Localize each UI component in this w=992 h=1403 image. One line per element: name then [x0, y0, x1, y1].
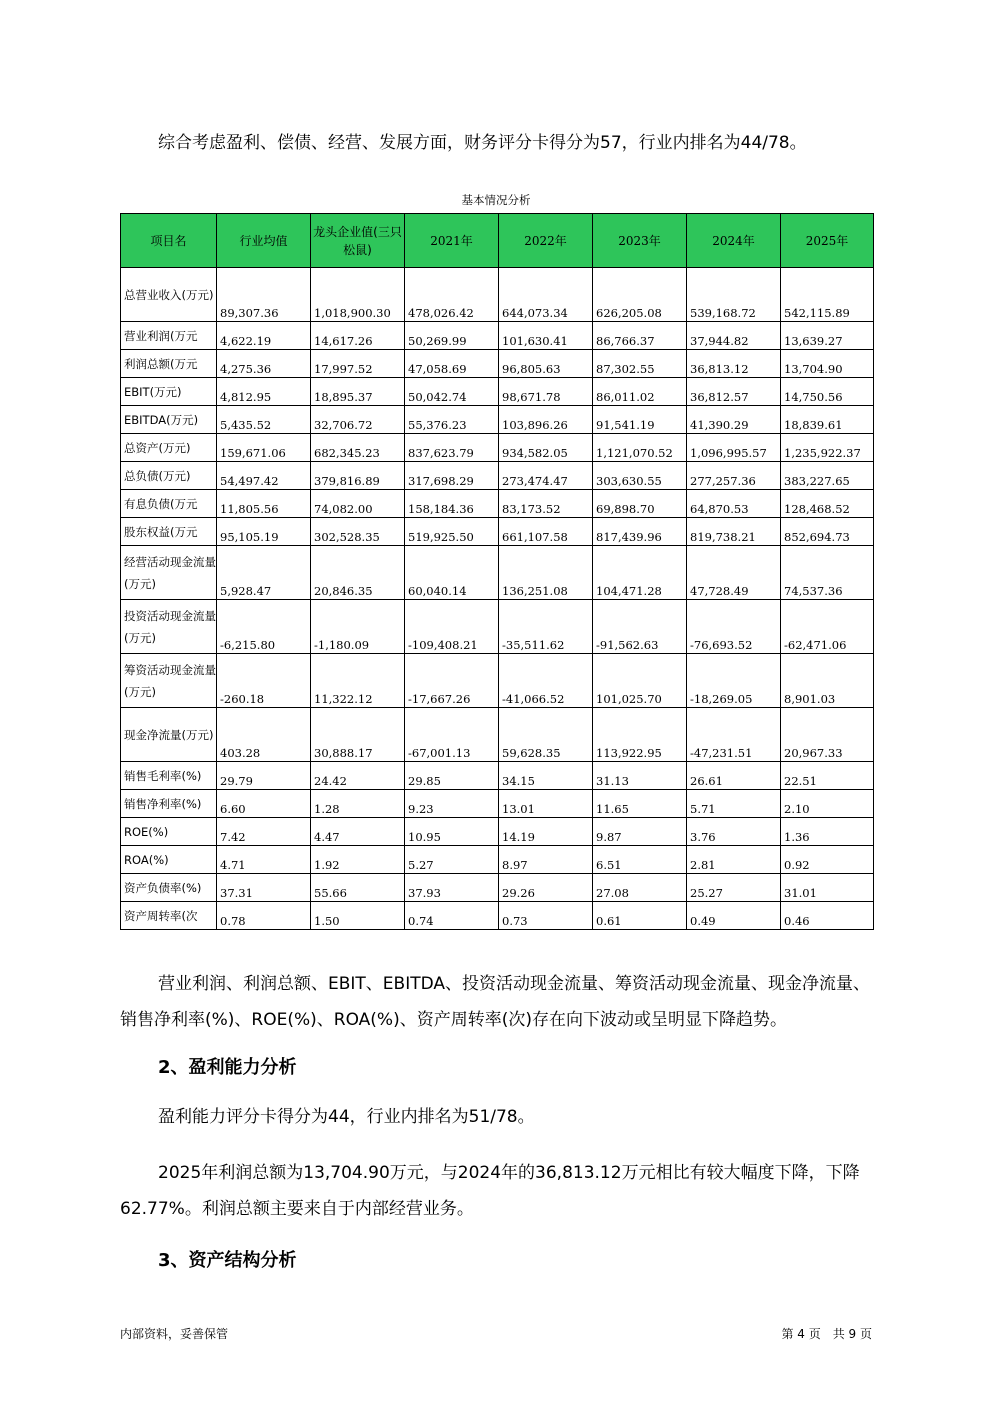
table-cell: 1.92 [311, 846, 405, 874]
table-cell: 379,816.89 [311, 462, 405, 490]
row-label: 投资活动现金流量(万元) [121, 600, 217, 654]
row-label: EBIT(万元) [121, 378, 217, 406]
table-row [121, 546, 874, 600]
row-label: ROE(%) [121, 818, 217, 846]
table-cell: 69,898.70 [593, 490, 687, 518]
table-header-row [121, 214, 874, 268]
table-cell: 10.95 [405, 818, 499, 846]
table-cell: 86,766.37 [593, 322, 687, 350]
table-cell: -41,066.52 [499, 654, 593, 708]
col-header-item: 项目名 [121, 214, 217, 268]
table-cell: 50,269.99 [405, 322, 499, 350]
table-cell: 4,275.36 [217, 350, 311, 378]
table-cell: -35,511.62 [499, 600, 593, 654]
table-cell: 34.15 [499, 762, 593, 790]
col-header-2023: 2023年 [593, 214, 687, 268]
table-cell: 55,376.23 [405, 406, 499, 434]
table-cell: 74,537.36 [781, 546, 874, 600]
table-row [121, 490, 874, 518]
table-cell: 478,026.42 [405, 268, 499, 322]
table-cell: 383,227.65 [781, 462, 874, 490]
row-label: 经营活动现金流量(万元) [121, 546, 217, 600]
table-cell: 4,622.19 [217, 322, 311, 350]
table-cell: -67,001.13 [405, 708, 499, 762]
table-cell: 682,345.23 [311, 434, 405, 462]
row-label: 销售净利率(%) [121, 790, 217, 818]
table-cell: 14,750.56 [781, 378, 874, 406]
row-label: 资产负债率(%) [121, 874, 217, 902]
table-cell: 47,728.49 [687, 546, 781, 600]
table-row [121, 654, 874, 708]
row-label: EBITDA(万元) [121, 406, 217, 434]
table-cell: 11.65 [593, 790, 687, 818]
table-cell: 1.28 [311, 790, 405, 818]
row-label: 销售毛利率(%) [121, 762, 217, 790]
table-cell: 13,639.27 [781, 322, 874, 350]
table-cell: 6.51 [593, 846, 687, 874]
table-cell: 817,439.96 [593, 518, 687, 546]
table-cell: 101,025.70 [593, 654, 687, 708]
table-cell: 83,173.52 [499, 490, 593, 518]
table-cell: 4.47 [311, 818, 405, 846]
row-label: 营业利润(万元 [121, 322, 217, 350]
table-cell: 55.66 [311, 874, 405, 902]
table-cell: 13.01 [499, 790, 593, 818]
table-cell: 91,541.19 [593, 406, 687, 434]
table-cell: 539,168.72 [687, 268, 781, 322]
profitability-score-paragraph: 盈利能力评分卡得分为44，行业内排名为51/78。 [158, 1107, 535, 1127]
table-cell: 128,468.52 [781, 490, 874, 518]
table-cell: 1.36 [781, 818, 874, 846]
table-cell: 9.23 [405, 790, 499, 818]
col-header-2024: 2024年 [687, 214, 781, 268]
table-cell: 661,107.58 [499, 518, 593, 546]
table-row [121, 600, 874, 654]
table-row [121, 846, 874, 874]
table-cell: 87,302.55 [593, 350, 687, 378]
table-row [121, 874, 874, 902]
table-cell: 4.71 [217, 846, 311, 874]
table-cell: 158,184.36 [405, 490, 499, 518]
row-label: 总资产(万元) [121, 434, 217, 462]
table-cell: 0.49 [687, 902, 781, 930]
table-cell: 542,115.89 [781, 268, 874, 322]
row-label: 利润总额(万元 [121, 350, 217, 378]
row-label: 总营业收入(万元) [121, 268, 217, 322]
table-cell: 934,582.05 [499, 434, 593, 462]
row-label: 有息负债(万元 [121, 490, 217, 518]
table-cell: 0.74 [405, 902, 499, 930]
table-cell: 50,042.74 [405, 378, 499, 406]
table-cell: 29.26 [499, 874, 593, 902]
intro-paragraph: 综合考虑盈利、偿债、经营、发展方面，财务评分卡得分为57，行业内排名为44/78。 [158, 133, 807, 153]
table-row [121, 518, 874, 546]
row-label: ROA(%) [121, 846, 217, 874]
table-cell: -109,408.21 [405, 600, 499, 654]
table-row [121, 350, 874, 378]
table-cell: 37,944.82 [687, 322, 781, 350]
table-cell: 6.60 [217, 790, 311, 818]
col-header-2025: 2025年 [781, 214, 874, 268]
table-cell: 8,901.03 [781, 654, 874, 708]
table-cell: -91,562.63 [593, 600, 687, 654]
table-cell: 0.46 [781, 902, 874, 930]
table-cell: 37.93 [405, 874, 499, 902]
table-cell: 54,497.42 [217, 462, 311, 490]
table-cell: 60,040.14 [405, 546, 499, 600]
table-row [121, 378, 874, 406]
table-cell: 2.10 [781, 790, 874, 818]
table-cell: 89,307.36 [217, 268, 311, 322]
table-cell: 25.27 [687, 874, 781, 902]
table-cell: 1,096,995.57 [687, 434, 781, 462]
table-cell: 136,251.08 [499, 546, 593, 600]
table-row [121, 462, 874, 490]
table-cell: 27.08 [593, 874, 687, 902]
table-cell: -1,180.09 [311, 600, 405, 654]
table-cell: 273,474.47 [499, 462, 593, 490]
table-body [121, 268, 874, 930]
table-cell: 32,706.72 [311, 406, 405, 434]
table-cell: 5.71 [687, 790, 781, 818]
table-cell: 59,628.35 [499, 708, 593, 762]
table-cell: 11,805.56 [217, 490, 311, 518]
table-cell: 14.19 [499, 818, 593, 846]
table-row [121, 790, 874, 818]
table-cell: 113,922.95 [593, 708, 687, 762]
table-cell: 9.87 [593, 818, 687, 846]
table-cell: 644,073.34 [499, 268, 593, 322]
table-cell: 26.61 [687, 762, 781, 790]
table-cell: 20,967.33 [781, 708, 874, 762]
table-cell: 0.78 [217, 902, 311, 930]
table-cell: 36,813.12 [687, 350, 781, 378]
table-cell: 8.97 [499, 846, 593, 874]
table-cell: 13,704.90 [781, 350, 874, 378]
row-label: 筹资活动现金流量(万元) [121, 654, 217, 708]
col-header-leader: 龙头企业值(三只松鼠) [311, 214, 405, 268]
table-cell: 1,018,900.30 [311, 268, 405, 322]
footer-page-number: 第 4 页 共 9 页 [781, 1327, 872, 1341]
row-label: 现金净流量(万元) [121, 708, 217, 762]
table-caption: 基本情况分析 [461, 193, 531, 207]
table-cell: 5,435.52 [217, 406, 311, 434]
table-cell: 36,812.57 [687, 378, 781, 406]
table-cell: 18,839.61 [781, 406, 874, 434]
table-cell: -6,215.80 [217, 600, 311, 654]
table-cell: 11,322.12 [311, 654, 405, 708]
table-row [121, 322, 874, 350]
table-row [121, 708, 874, 762]
profit-total-paragraph: 2025年利润总额为13,704.90万元，与2024年的36,813.12万元相比有较大幅度下降，下降62.77%。利润总额主要来自于内部经营业务。 [120, 1163, 860, 1219]
table-cell: 159,671.06 [217, 434, 311, 462]
table-cell: 1.50 [311, 902, 405, 930]
table-cell: 47,058.69 [405, 350, 499, 378]
section-heading-profitability: 2、盈利能力分析 [158, 1057, 297, 1078]
table-row [121, 406, 874, 434]
table-cell: 2.81 [687, 846, 781, 874]
table-cell: 31.13 [593, 762, 687, 790]
table-row [121, 268, 874, 322]
col-header-2022: 2022年 [499, 214, 593, 268]
table-cell: 31.01 [781, 874, 874, 902]
table-cell: -76,693.52 [687, 600, 781, 654]
table-cell: 519,925.50 [405, 518, 499, 546]
table-cell: 17,997.52 [311, 350, 405, 378]
table-cell: 5.27 [405, 846, 499, 874]
table-cell: 14,617.26 [311, 322, 405, 350]
table-cell: 3.76 [687, 818, 781, 846]
table-cell: 837,623.79 [405, 434, 499, 462]
table-cell: 4,812.95 [217, 378, 311, 406]
section-heading-asset-structure: 3、资产结构分析 [158, 1250, 297, 1271]
table-cell: 41,390.29 [687, 406, 781, 434]
table-cell: 30,888.17 [311, 708, 405, 762]
col-header-2021: 2021年 [405, 214, 499, 268]
row-label: 总负债(万元) [121, 462, 217, 490]
table-cell: 277,257.36 [687, 462, 781, 490]
table-cell: 0.73 [499, 902, 593, 930]
table-cell: 22.51 [781, 762, 874, 790]
table-cell: -62,471.06 [781, 600, 874, 654]
table-cell: -17,667.26 [405, 654, 499, 708]
table-cell: 819,738.21 [687, 518, 781, 546]
table-cell: 104,471.28 [593, 546, 687, 600]
table-cell: 302,528.35 [311, 518, 405, 546]
table-row [121, 818, 874, 846]
table-cell: 37.31 [217, 874, 311, 902]
footer-confidential: 内部资料，妥善保管 [120, 1327, 229, 1341]
col-header-industry-avg: 行业均值 [217, 214, 311, 268]
row-label: 股东权益(万元 [121, 518, 217, 546]
table-cell: 0.61 [593, 902, 687, 930]
table-cell: 626,205.08 [593, 268, 687, 322]
table-cell: 18,895.37 [311, 378, 405, 406]
table-row [121, 434, 874, 462]
table-cell: 98,671.78 [499, 378, 593, 406]
table-cell: 317,698.29 [405, 462, 499, 490]
table-cell: 303,630.55 [593, 462, 687, 490]
financial-table [120, 213, 874, 930]
table-cell: 20,846.35 [311, 546, 405, 600]
table-cell: 1,235,922.37 [781, 434, 874, 462]
table-cell: 1,121,070.52 [593, 434, 687, 462]
table-cell: 95,105.19 [217, 518, 311, 546]
table-cell: 29.79 [217, 762, 311, 790]
table-cell: -47,231.51 [687, 708, 781, 762]
table-row [121, 762, 874, 790]
table-cell: -18,269.05 [687, 654, 781, 708]
table-cell: 74,082.00 [311, 490, 405, 518]
table-cell: 0.92 [781, 846, 874, 874]
table-cell: 103,896.26 [499, 406, 593, 434]
table-cell: 403.28 [217, 708, 311, 762]
table-row [121, 902, 874, 930]
table-cell: 96,805.63 [499, 350, 593, 378]
row-label: 资产周转率(次 [121, 902, 217, 930]
table-cell: 101,630.41 [499, 322, 593, 350]
trend-paragraph: 营业利润、利润总额、EBIT、EBITDA、投资活动现金流量、筹资活动现金流量、现金净流量、销售净利率(%)、ROE(%)、ROA(%)、资产周转率(次)存在向下波动或呈明显下降趋势。 [120, 974, 871, 1030]
table-cell: 852,694.73 [781, 518, 874, 546]
table-cell: 29.85 [405, 762, 499, 790]
table-cell: 7.42 [217, 818, 311, 846]
table-cell: 86,011.02 [593, 378, 687, 406]
table-cell: 24.42 [311, 762, 405, 790]
table-cell: -260.18 [217, 654, 311, 708]
table-cell: 5,928.47 [217, 546, 311, 600]
table-cell: 64,870.53 [687, 490, 781, 518]
